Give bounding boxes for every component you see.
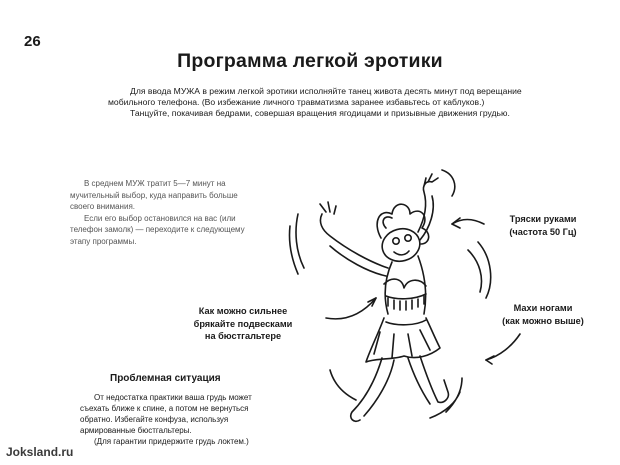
dancer-eye — [393, 238, 399, 244]
caption-line: (как можно выше) — [502, 315, 584, 326]
dancer-head — [379, 225, 424, 266]
watermark: Joksland.ru — [6, 445, 74, 459]
caption-line: (частота 50 Гц) — [509, 226, 577, 237]
problem-paragraph-2: (Для гарантии придержите грудь локтем.) — [94, 437, 249, 446]
caption-line: Как можно сильнее — [198, 306, 288, 316]
problem-heading: Проблемная ситуация — [110, 373, 221, 384]
problem-paragraph-1: От недостатка практики ваша грудь может съехать ближе к спине, а потом не вернуться обратно. Избегайте конфуза, используя армированные бюстгальтеры. — [80, 393, 252, 435]
page-number: 26 — [24, 33, 41, 50]
caption-jingle-pendants — [158, 305, 328, 343]
dancer-left-arm — [320, 202, 388, 268]
intro-paragraph-2: Танцуйте, покачивая бедрами, совершая вращения ягодицами и призывные движения грудью. — [130, 108, 510, 119]
motion-lines — [289, 170, 490, 418]
caption-line: брякайте подвесками — [193, 318, 293, 329]
dancer-raised-arm — [418, 174, 438, 232]
caption-hand-shaking — [468, 213, 618, 238]
problem-text — [80, 392, 280, 447]
arrow-legs — [486, 334, 520, 360]
caption-line: на бюстгальтере — [204, 331, 282, 341]
caption-line: Тряски руками — [509, 214, 577, 224]
sidebar-paragraph-2: Если его выбор остановился на вас (или телефон замолк) — переходите к следующему этапу программы. — [70, 213, 245, 246]
dancer-eye — [405, 235, 411, 241]
caption-line: Махи ногами — [513, 303, 573, 313]
dancer-bra — [384, 279, 426, 288]
intro-paragraph-1: Для ввода МУЖА в режим легкой эротики исполняйте танец живота десять минут под верещание мобильного телефона. (Во избежание личного травматизма заранее избавьтесь от каблуков.) — [108, 86, 522, 108]
caption-leg-swings — [468, 302, 618, 327]
dancer-leg — [351, 358, 382, 421]
sidebar-paragraph-1: В среднем МУЖ тратит 5—7 минут на мучительный выбор, куда направить больше своего внимания. — [70, 179, 238, 212]
page-title: Программа легкой эротики — [177, 50, 443, 72]
